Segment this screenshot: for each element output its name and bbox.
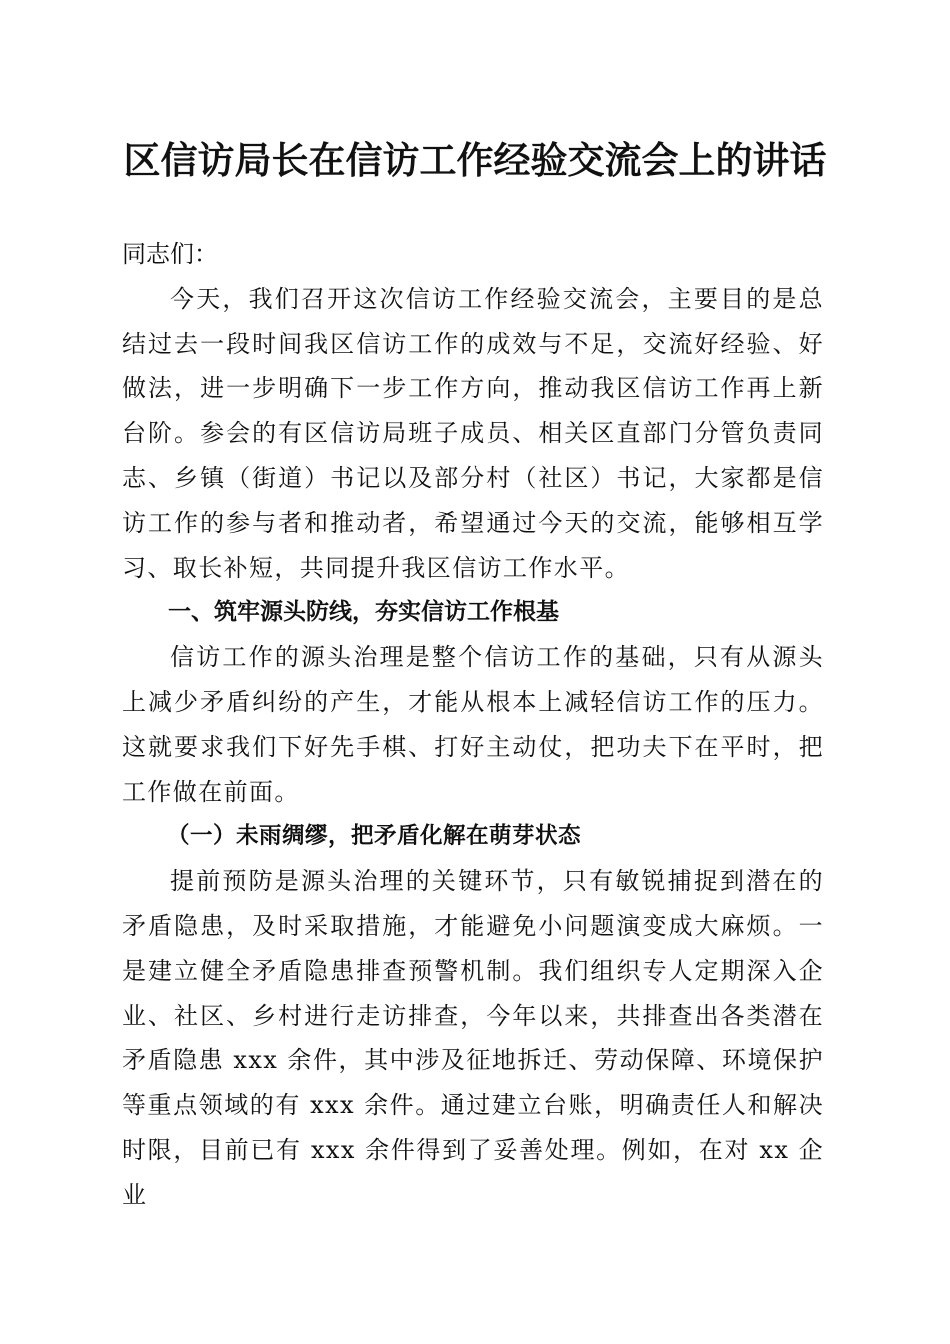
paragraph-subsection: 提前预防是源头治理的关键环节，只有敏锐捕捉到潜在的矛盾隐患，及时采取措施，才能避免小问题演变成大麻烦。一是建立健全矛盾隐患排查预警机制。我们组织专人定期深入企业、社区、乡村进行走访排查，今年以来，共排查出各类潜在矛盾隐患 xxx 余件，其中涉及征地拆迁、劳动保障、环境保护等重点领域的有 xxx 余件。通过建立台账，明确责任人和解决时限，目前已有 xxx 余件得到了妥善处理。例如，在对 xx 企业 [122, 867, 824, 1209]
paragraph-intro: 今天，我们召开这次信访工作经验交流会，主要目的是总结过去一段时间我区信访工作的成效与不足，交流好经验、好做法，进一步明确下一步工作方向，推动我区信访工作再上新台阶。参会的有区信访局班子成员、相关区直部门分管负责同志、乡镇（街道）书记以及部分村（社区）书记，大家都是信访工作的参与者和推动者，希望通过今天的交流，能够相互学习、取长补短，共同提升我区信访工作水平。 [122, 284, 824, 582]
subsection-heading: （一）未雨绸缪，把矛盾化解在萌芽状态 [167, 823, 582, 850]
salutation: 同志们： [122, 240, 218, 268]
document-body [122, 232, 824, 1218]
paragraph-section-intro: 信访工作的源头治理是整个信访工作的基础，只有从源头上减少矛盾纠纷的产生，才能从根本上减轻信访工作的压力。这就要求我们下好先手棋、打好主动仗，把功夫下在平时，把工作做在前面。 [122, 643, 824, 806]
document-title: 区信访局长在信访工作经验交流会上的讲话 [123, 138, 827, 182]
section-heading: 一、筑牢源头防线，夯实信访工作根基 [168, 599, 559, 626]
